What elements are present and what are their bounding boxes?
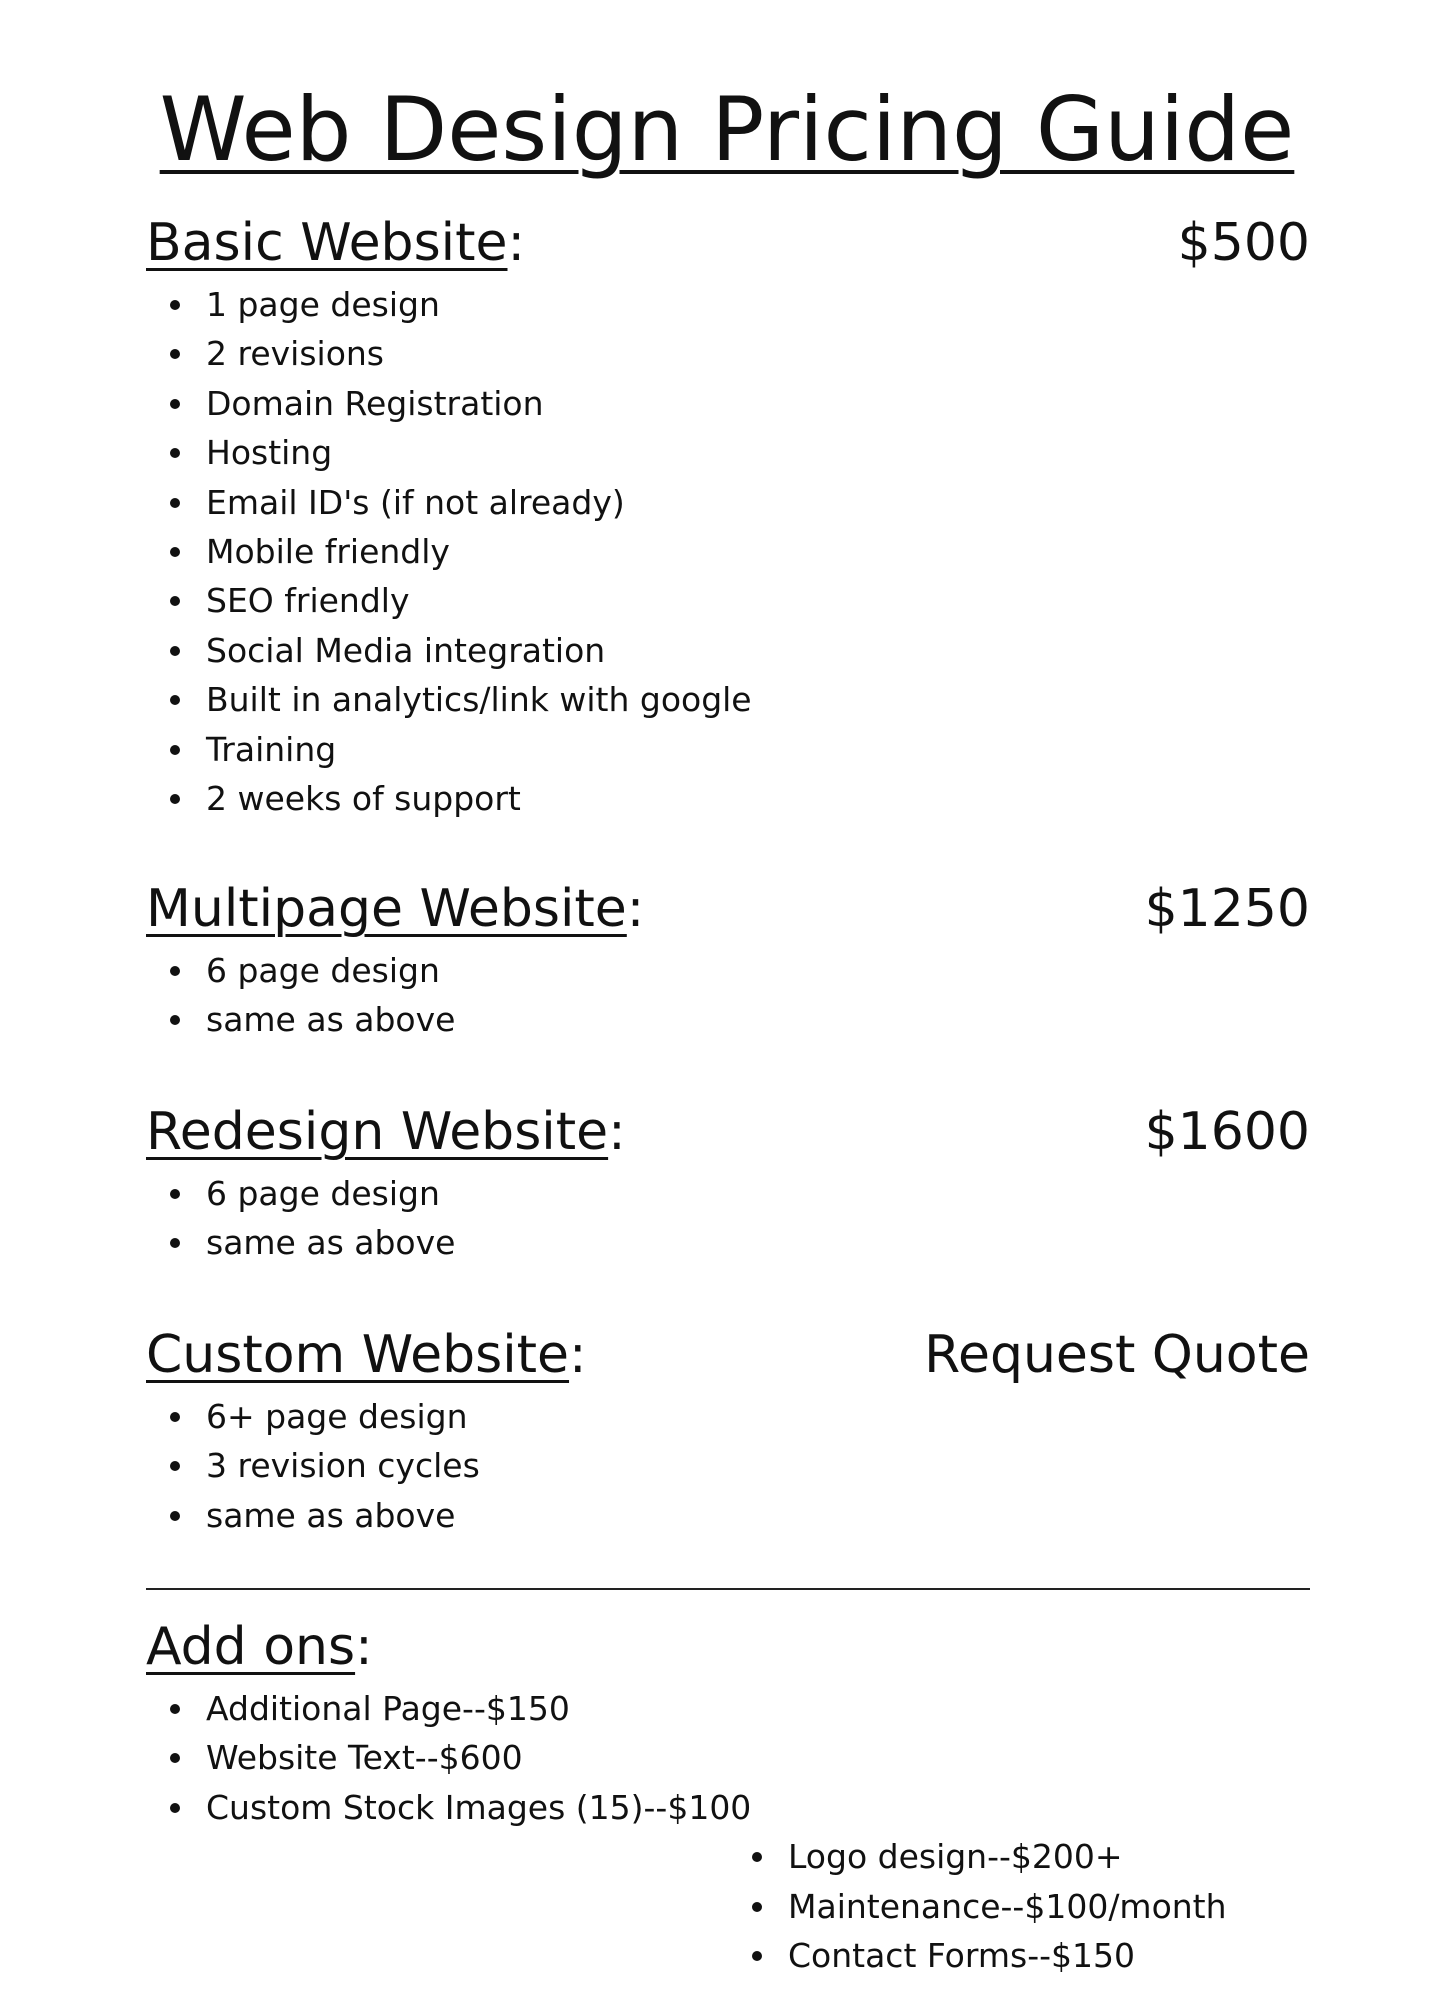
section-name-colon: :	[507, 213, 526, 273]
feature-item: Mobile friendly	[146, 527, 1310, 576]
feature-item: same as above	[146, 1491, 1310, 1540]
section-basic-website	[146, 208, 1310, 823]
addons-section	[146, 1612, 1310, 1976]
addons-heading-text: Add ons	[146, 1617, 356, 1677]
page-title	[0, 80, 1454, 180]
section-custom-website	[146, 1320, 1310, 1540]
feature-item: 6+ page design	[146, 1392, 1310, 1441]
addon-item: Contact Forms--$150	[728, 1931, 1454, 1980]
addons-header	[146, 1612, 1310, 1682]
addon-item: Custom Stock Images (15)--$100	[146, 1783, 1310, 1832]
addons-heading-colon: :	[355, 1617, 373, 1677]
section-name-text: Multipage Website	[146, 879, 627, 939]
addons-heading	[146, 1612, 373, 1682]
section-name	[146, 1097, 626, 1167]
feature-list	[146, 1392, 1310, 1540]
addon-item: Website Text--$600	[146, 1733, 1310, 1782]
feature-list	[146, 946, 1310, 1045]
section-header	[146, 208, 1310, 278]
section-name	[146, 874, 644, 944]
feature-item: same as above	[146, 1218, 1310, 1267]
feature-item: Email ID's (if not already)	[146, 478, 1310, 527]
addons-list-right	[728, 1832, 1454, 1980]
addons-columns	[146, 1684, 1310, 1976]
feature-item: SEO friendly	[146, 576, 1310, 625]
feature-item: 6 page design	[146, 946, 1310, 995]
feature-item: Built in analytics/link with google	[146, 675, 1310, 724]
section-name-colon: :	[569, 1325, 587, 1385]
feature-item: 1 page design	[146, 280, 1310, 329]
section-name-text: Redesign Website	[146, 1102, 609, 1162]
page-title-text: Web Design Pricing Guide	[159, 78, 1295, 181]
section-divider	[146, 1588, 1310, 1590]
section-price: $1250	[1144, 879, 1310, 939]
addon-item: Additional Page--$150	[146, 1684, 1310, 1733]
section-name-text: Custom Website	[146, 1325, 570, 1385]
feature-list	[146, 280, 1310, 823]
section-header	[146, 1097, 1310, 1167]
feature-item: Social Media integration	[146, 626, 1310, 675]
feature-item: Domain Registration	[146, 379, 1310, 428]
section-header	[146, 874, 1310, 944]
section-multipage-website	[146, 874, 1310, 1045]
section-name	[146, 1320, 587, 1390]
feature-item: Training	[146, 725, 1310, 774]
addons-list-left	[146, 1684, 1310, 1832]
section-name-colon: :	[626, 879, 645, 939]
feature-item: same as above	[146, 995, 1310, 1044]
section-name-text: Basic Website	[146, 213, 508, 273]
section-header	[146, 1320, 1310, 1390]
section-name-colon: :	[608, 1102, 626, 1162]
addon-item: Logo design--$200+	[728, 1832, 1454, 1881]
feature-item: 2 revisions	[146, 329, 1310, 378]
section-name	[146, 208, 525, 278]
feature-item: 2 weeks of support	[146, 774, 1310, 823]
section-price: $500	[1177, 213, 1310, 273]
feature-item: 6 page design	[146, 1169, 1310, 1218]
section-price: Request Quote	[924, 1325, 1310, 1385]
section-redesign-website	[146, 1097, 1310, 1268]
feature-item: Hosting	[146, 428, 1310, 477]
addon-item: Maintenance--$100/month	[728, 1882, 1454, 1931]
feature-list	[146, 1169, 1310, 1268]
section-price: $1600	[1144, 1102, 1310, 1162]
feature-item: 3 revision cycles	[146, 1441, 1310, 1490]
